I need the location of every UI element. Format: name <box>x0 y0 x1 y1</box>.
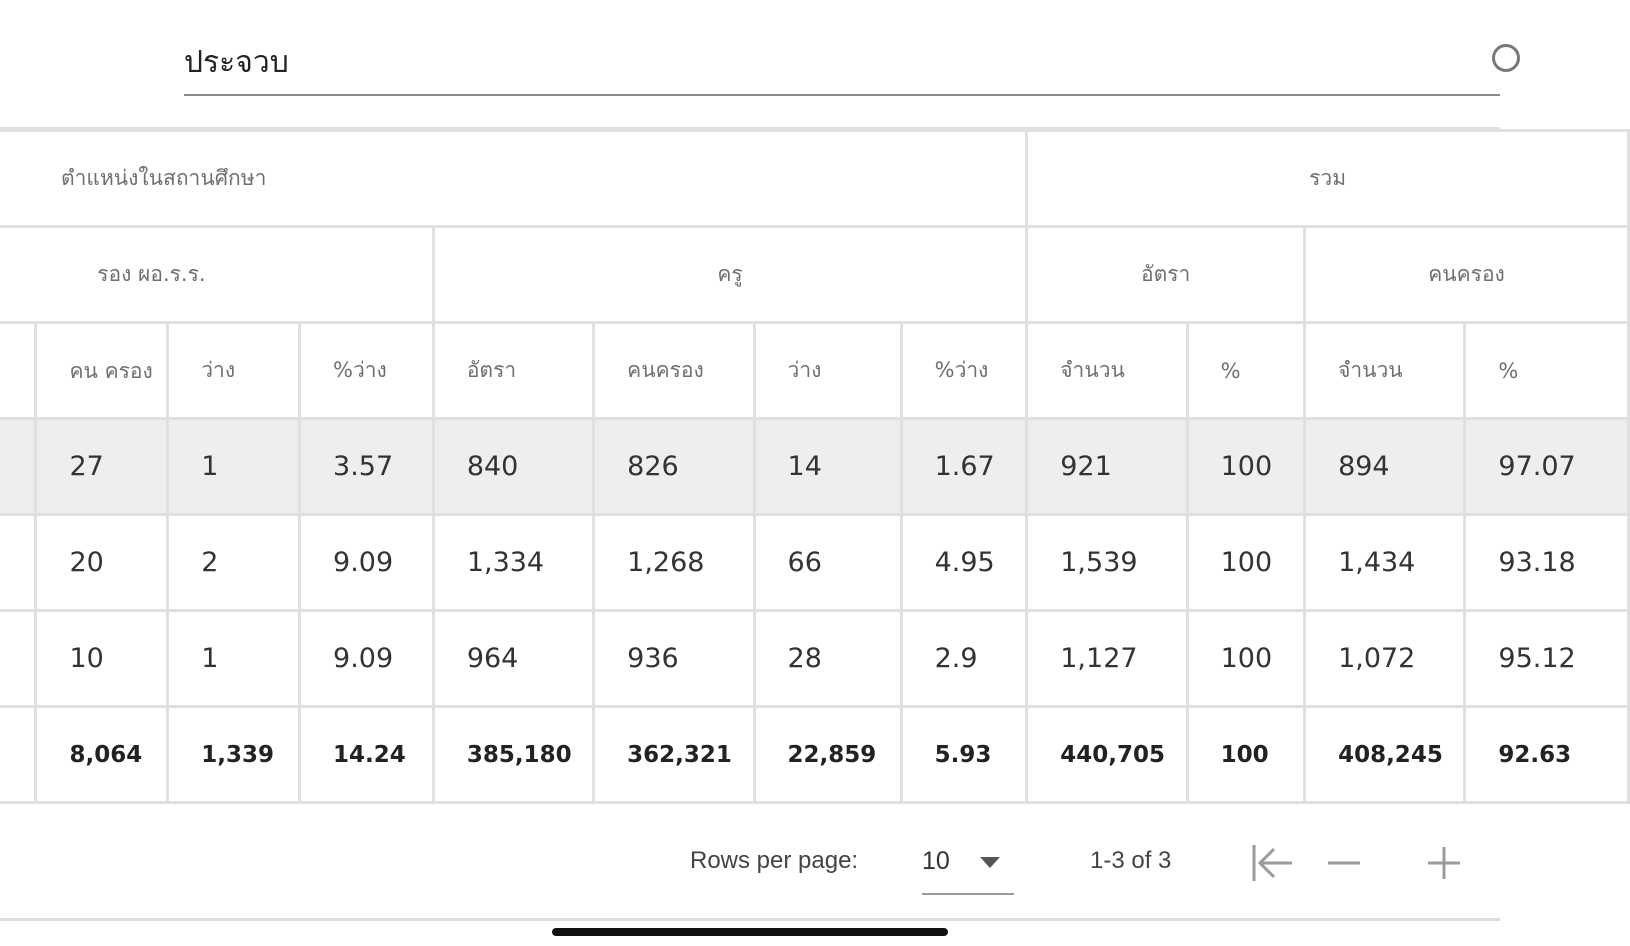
column-header-hidden <box>0 323 36 419</box>
search-icon[interactable] <box>1492 44 1520 72</box>
table-cell: 1,127 <box>1027 611 1187 707</box>
table-cell: 2.9 <box>901 611 1027 707</box>
column-header[interactable]: % <box>1187 323 1304 419</box>
table-cell: 3.57 <box>300 419 434 515</box>
table-cell-hidden <box>0 419 36 515</box>
table-cell: 894 <box>1305 419 1465 515</box>
first-page-icon[interactable] <box>1248 839 1296 887</box>
column-header[interactable]: % <box>1465 323 1629 419</box>
home-indicator <box>552 928 948 936</box>
table-row[interactable] <box>0 611 1629 707</box>
table-cell-hidden <box>0 611 36 707</box>
rows-per-page-value: 10 <box>922 847 950 875</box>
table-cell: 100 <box>1187 515 1304 611</box>
data-table <box>0 129 1630 804</box>
table-cell: 27 <box>36 419 168 515</box>
column-header[interactable]: อัตรา <box>433 323 593 419</box>
table-cell: 4.95 <box>901 515 1027 611</box>
table-cell: 14 <box>754 419 901 515</box>
table-cell: 2 <box>168 515 300 611</box>
sub-header-occupied: คนครอง <box>1305 227 1629 323</box>
rows-per-page-select[interactable] <box>922 841 1014 895</box>
table-cell: 66 <box>754 515 901 611</box>
total-cell: 22,859 <box>754 707 901 803</box>
plus-icon[interactable] <box>1420 839 1468 887</box>
search-input[interactable] <box>184 30 1500 96</box>
data-table-container <box>0 127 1576 803</box>
table-cell: 1,072 <box>1305 611 1465 707</box>
pagination-range: 1-3 of 3 <box>1090 847 1172 874</box>
table-cell: 97.07 <box>1465 419 1629 515</box>
table-cell: 28 <box>754 611 901 707</box>
table-cell: 1 <box>168 419 300 515</box>
group-header-total: รวม <box>1027 131 1629 227</box>
table-cell: 826 <box>594 419 754 515</box>
group-header-position: ตำแหน่งในสถานศึกษา <box>0 131 1027 227</box>
search-field <box>184 30 1524 98</box>
sub-header-rate: อัตรา <box>1027 227 1305 323</box>
column-header[interactable]: จำนวน <box>1027 323 1187 419</box>
table-cell: 20 <box>36 515 168 611</box>
column-header[interactable]: จำนวน <box>1305 323 1465 419</box>
table-cell: 1,268 <box>594 515 754 611</box>
column-header[interactable]: คน ครอง <box>36 323 168 419</box>
total-cell: 8,064 <box>36 707 168 803</box>
table-cell: 1 <box>168 611 300 707</box>
table-cell: 100 <box>1187 419 1304 515</box>
table-cell: 1,334 <box>433 515 593 611</box>
chevron-down-icon <box>980 857 1000 868</box>
column-header[interactable]: ว่าง <box>168 323 300 419</box>
table-cell-hidden <box>0 707 36 803</box>
total-cell: 14.24 <box>300 707 434 803</box>
total-cell: 408,245 <box>1305 707 1465 803</box>
minus-icon[interactable] <box>1320 839 1368 887</box>
table-cell: 93.18 <box>1465 515 1629 611</box>
total-cell: 1,339 <box>168 707 300 803</box>
total-cell: 440,705 <box>1027 707 1187 803</box>
sub-header-teacher: ครู <box>433 227 1026 323</box>
table-cell: 936 <box>594 611 754 707</box>
table-cell-hidden <box>0 515 36 611</box>
column-header[interactable]: คนครอง <box>594 323 754 419</box>
table-cell: 100 <box>1187 611 1304 707</box>
table-pagination-footer <box>0 803 1500 921</box>
column-header[interactable]: %ว่าง <box>901 323 1027 419</box>
table-cell: 10 <box>36 611 168 707</box>
total-cell: 362,321 <box>594 707 754 803</box>
rows-per-page-label: Rows per page: <box>690 847 859 874</box>
total-cell: 92.63 <box>1465 707 1629 803</box>
table-total-row <box>0 707 1629 803</box>
column-header[interactable]: %ว่าง <box>300 323 434 419</box>
column-header[interactable]: ว่าง <box>754 323 901 419</box>
total-cell: 385,180 <box>433 707 593 803</box>
table-cell: 921 <box>1027 419 1187 515</box>
table-cell: 9.09 <box>300 515 434 611</box>
table-cell: 964 <box>433 611 593 707</box>
total-cell: 5.93 <box>901 707 1027 803</box>
table-cell: 1.67 <box>901 419 1027 515</box>
table-cell: 95.12 <box>1465 611 1629 707</box>
table-cell: 1,539 <box>1027 515 1187 611</box>
table-cell: 840 <box>433 419 593 515</box>
table-row[interactable] <box>0 515 1629 611</box>
total-cell: 100 <box>1187 707 1304 803</box>
sub-header-deputy-director: รอง ผอ.ร.ร. <box>0 227 433 323</box>
table-cell: 9.09 <box>300 611 434 707</box>
table-row[interactable] <box>0 419 1629 515</box>
table-cell: 1,434 <box>1305 515 1465 611</box>
